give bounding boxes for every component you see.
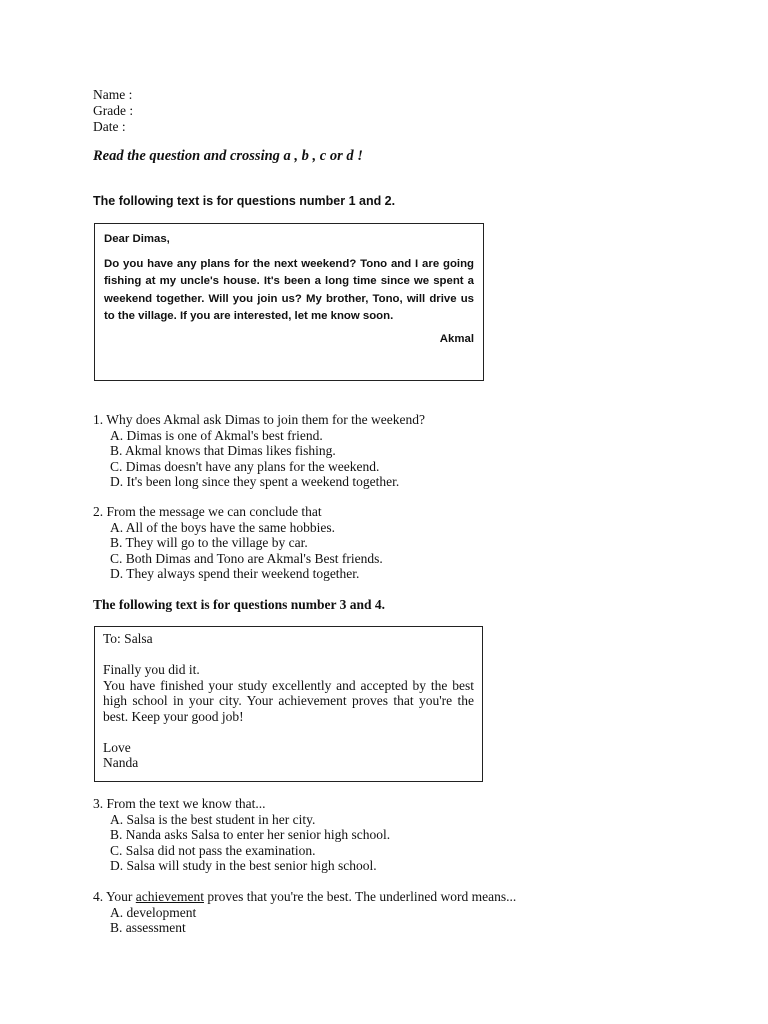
note-signature: Nanda — [103, 755, 139, 770]
question-stem: 3. From the text we know that... — [93, 796, 266, 811]
name-label: Name : — [93, 87, 133, 102]
note-recipient: To: Salsa — [103, 631, 153, 646]
question-stem — [93, 889, 516, 905]
instruction-text: Read the question and crossing a , b , c or d ! — [93, 148, 363, 164]
options-list — [93, 905, 516, 936]
question-4 — [93, 889, 516, 936]
option-a[interactable]: A. development — [110, 904, 197, 920]
option-b[interactable]: B. Nanda asks Salsa to enter her senior high school. — [110, 827, 391, 842]
date-label: Date : — [93, 119, 126, 134]
option-a[interactable]: A. Dimas is one of Akmal's best friend. — [110, 427, 323, 443]
grade-label: Grade : — [93, 103, 134, 118]
option-c[interactable]: C. Dimas doesn't have any plans for the weekend. — [110, 458, 380, 474]
letter-signature: Akmal — [439, 332, 474, 345]
note-box-salsa — [94, 626, 483, 782]
option-d[interactable]: D. Salsa will study in the best senior high school. — [110, 858, 377, 873]
note-line1: Finally you did it. — [103, 662, 200, 677]
letter-body: Do you have any plans for the next weekend? Tono and I are going fishing at my uncle's house. It's been a long time since we spent a weekend together. Will you join us? My brother, Tono, will drive us to the village. If you are interested, let me know soon. — [104, 257, 474, 322]
section1-intro: The following text is for questions number 1 and 2. — [93, 194, 396, 208]
options-list — [93, 812, 390, 874]
question-stem: 1. Why does Akmal ask Dimas to join them for the weekend? — [93, 412, 425, 427]
question-stem: 2. From the message we can conclude that — [93, 504, 322, 519]
underlined-word: achievement — [135, 889, 204, 904]
section2-intro: The following text is for questions number 3 and 4. — [93, 597, 386, 612]
letter-box-dimas — [94, 223, 484, 381]
question-3 — [93, 796, 390, 874]
stem-text-before: 4. Your — [93, 889, 136, 904]
option-b[interactable]: B. They will go to the village by car. — [110, 535, 308, 550]
option-c[interactable]: C. Both Dimas and Tono are Akmal's Best friends. — [110, 550, 383, 566]
options-list — [93, 428, 425, 490]
letter-greeting: Dear Dimas, — [104, 233, 170, 245]
option-a[interactable]: A. All of the boys have the same hobbies. — [110, 519, 335, 535]
stem-text-after: proves that you're the best. The underlined word means... — [204, 889, 517, 904]
option-c[interactable]: C. Salsa did not pass the examination. — [110, 842, 316, 858]
option-d[interactable]: D. They always spend their weekend together. — [110, 566, 360, 581]
option-d[interactable]: D. It's been long since they spent a weekend together. — [110, 474, 400, 489]
options-list — [93, 520, 383, 582]
option-b[interactable]: B. Akmal knows that Dimas likes fishing. — [110, 443, 336, 458]
note-body: You have finished your study excellently and accepted by the best high school in your city. Your achievement proves that you're the best. Keep your good job! — [103, 677, 474, 724]
option-a[interactable]: A. Salsa is the best student in her city. — [110, 811, 316, 827]
option-b[interactable]: B. assessment — [110, 920, 186, 935]
question-1 — [93, 412, 425, 490]
note-closing: Love — [103, 739, 131, 755]
question-2 — [93, 504, 383, 582]
